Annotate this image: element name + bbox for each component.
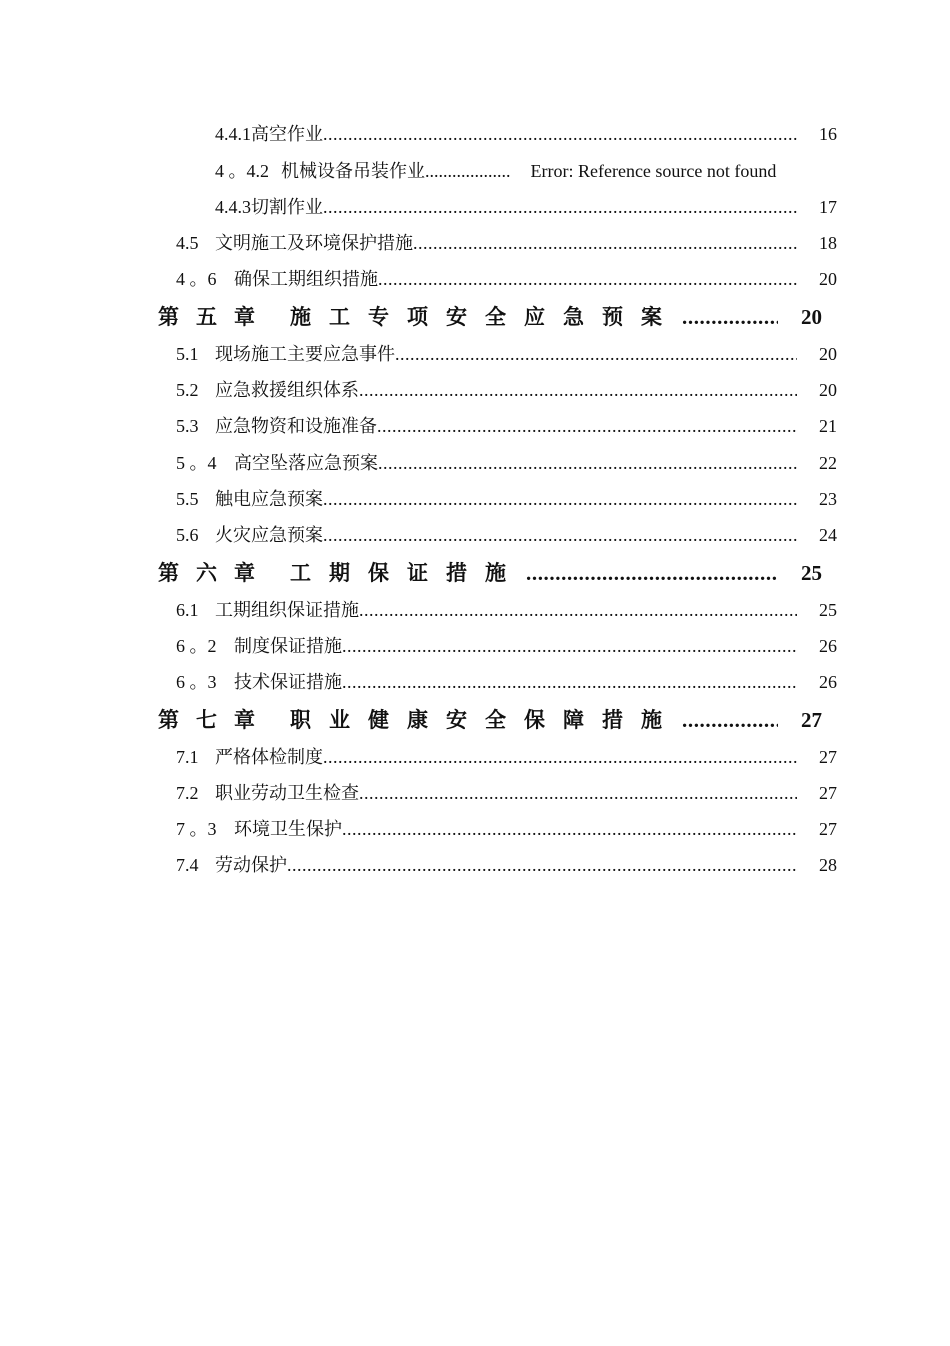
toc-entry-5-5[interactable] bbox=[176, 485, 837, 511]
toc-entry-page: 22 bbox=[819, 453, 837, 473]
toc-entry-7-2[interactable] bbox=[176, 779, 837, 805]
leader-dots bbox=[342, 636, 797, 657]
toc-entry-number: 7 。3 bbox=[176, 819, 217, 839]
toc-entry-number: 4.4.1 bbox=[215, 124, 251, 144]
toc-entry-6-1[interactable] bbox=[176, 596, 837, 622]
toc-entry-title: 应急物资和设施准备 bbox=[215, 416, 377, 436]
leader-dots bbox=[323, 124, 797, 145]
toc-entry-page: 27 bbox=[819, 747, 837, 767]
toc-entry-5-3[interactable] bbox=[176, 412, 837, 438]
toc-entry-page: 26 bbox=[819, 636, 837, 656]
toc-entry-page: 17 bbox=[819, 197, 837, 217]
toc-entry-title: 制度保证措施 bbox=[234, 636, 342, 656]
toc-chapter-7[interactable] bbox=[158, 704, 822, 734]
toc-chapter-6[interactable] bbox=[158, 557, 822, 587]
leader-dots bbox=[342, 819, 797, 840]
leader-dots bbox=[682, 708, 778, 733]
leader-dots bbox=[395, 344, 797, 365]
leader-dots bbox=[359, 600, 797, 621]
toc-entry-title: 工期组织保证措施 bbox=[215, 600, 359, 620]
leader-dots bbox=[413, 233, 797, 254]
toc-entry-page: 20 bbox=[819, 380, 837, 400]
toc-chapter-title: 工期保证措施 bbox=[290, 561, 524, 585]
toc-entry-number: 5.1 bbox=[176, 344, 199, 364]
toc-entry-number: 4 。6 bbox=[176, 269, 217, 289]
toc-entry-5-2[interactable] bbox=[176, 376, 837, 402]
toc-entry-title: 严格体检制度 bbox=[215, 747, 323, 767]
toc-entry-page: 27 bbox=[819, 819, 837, 839]
toc-entry-number: 6.1 bbox=[176, 600, 199, 620]
toc-chapter-5[interactable] bbox=[158, 301, 822, 331]
toc-entry-page: 18 bbox=[819, 233, 837, 253]
toc-chapter-number: 第七章 bbox=[158, 708, 272, 732]
toc-entry-title: 切割作业 bbox=[251, 197, 323, 217]
toc-entry-title: 劳动保护 bbox=[215, 855, 287, 875]
toc-entry-4-6[interactable] bbox=[176, 265, 837, 291]
toc-entry-title: 环境卫生保护 bbox=[234, 819, 342, 839]
leader-dots bbox=[323, 489, 797, 510]
toc-entry-page: 23 bbox=[819, 489, 837, 509]
toc-entry-number: 5.6 bbox=[176, 525, 199, 545]
leader-dots bbox=[682, 305, 778, 330]
toc-entry-6-3[interactable] bbox=[176, 668, 837, 694]
toc-entry-page: 27 bbox=[819, 783, 837, 803]
leader-dots bbox=[378, 269, 797, 290]
toc-entry-4-4-1[interactable] bbox=[215, 120, 837, 146]
toc-entry-4-4-3[interactable] bbox=[215, 193, 837, 219]
toc-entry-title: 机械设备吊装作业 bbox=[281, 161, 425, 181]
toc-chapter-number: 第六章 bbox=[158, 561, 272, 585]
toc-entry-page: 20 bbox=[819, 344, 837, 364]
toc-chapter-page: 25 bbox=[801, 561, 822, 585]
toc-entry-title: 现场施工主要应急事件 bbox=[215, 344, 395, 364]
toc-entry-4-4-2[interactable] bbox=[215, 157, 776, 183]
toc-entry-7-4[interactable] bbox=[176, 851, 837, 877]
toc-chapter-title: 施工专项安全应急预案 bbox=[290, 305, 680, 329]
toc-entry-4-5[interactable] bbox=[176, 229, 837, 255]
toc-entry-title: 职业劳动卫生检查 bbox=[215, 783, 359, 803]
toc-entry-page: 16 bbox=[819, 124, 837, 144]
toc-entry-title: 应急救援组织体系 bbox=[215, 380, 359, 400]
toc-entry-page: 20 bbox=[819, 269, 837, 289]
toc-entry-number: 4.4.3 bbox=[215, 197, 251, 217]
toc-chapter-title: 职业健康安全保障措施 bbox=[290, 708, 680, 732]
leader-dots: ................... bbox=[425, 161, 511, 181]
toc-entry-page: 24 bbox=[819, 525, 837, 545]
leader-dots bbox=[323, 197, 797, 218]
toc-entry-5-1[interactable] bbox=[176, 340, 837, 366]
leader-dots bbox=[323, 747, 797, 768]
toc-entry-page: 26 bbox=[819, 672, 837, 692]
toc-entry-number: 5.5 bbox=[176, 489, 199, 509]
toc-entry-number: 5 。4 bbox=[176, 453, 217, 473]
toc-entry-page: 25 bbox=[819, 600, 837, 620]
toc-chapter-page: 27 bbox=[801, 708, 822, 732]
leader-dots bbox=[377, 416, 797, 437]
toc-entry-number: 6 。3 bbox=[176, 672, 217, 692]
toc-chapter-number: 第五章 bbox=[158, 305, 272, 329]
toc-entry-7-1[interactable] bbox=[176, 743, 837, 769]
toc-entry-title: 火灾应急预案 bbox=[215, 525, 323, 545]
leader-dots bbox=[526, 561, 778, 586]
toc-entry-title: 高空作业 bbox=[251, 124, 323, 144]
leader-dots bbox=[359, 783, 797, 804]
leader-dots bbox=[342, 672, 797, 693]
toc-entry-6-2[interactable] bbox=[176, 632, 837, 658]
toc-entry-number: 5.2 bbox=[176, 380, 199, 400]
leader-dots bbox=[287, 855, 797, 876]
toc-entry-number: 7.1 bbox=[176, 747, 199, 767]
leader-dots bbox=[359, 380, 797, 401]
toc-entry-7-3[interactable] bbox=[176, 815, 837, 841]
toc-entry-title: 文明施工及环境保护措施 bbox=[215, 233, 413, 253]
toc-entry-number: 6 。2 bbox=[176, 636, 217, 656]
toc-entry-page: 28 bbox=[819, 855, 837, 875]
toc-entry-title: 触电应急预案 bbox=[215, 489, 323, 509]
toc-entry-title: 技术保证措施 bbox=[234, 672, 342, 692]
leader-dots bbox=[323, 525, 797, 546]
toc-entry-title: 高空坠落应急预案 bbox=[234, 453, 378, 473]
toc-entry-page-error: Error: Reference source not found bbox=[530, 161, 777, 181]
toc-entry-number: 7.2 bbox=[176, 783, 199, 803]
toc-entry-5-4[interactable] bbox=[176, 449, 837, 475]
toc-entry-number: 5.3 bbox=[176, 416, 199, 436]
toc-entry-page: 21 bbox=[819, 416, 837, 436]
toc-entry-number: 7.4 bbox=[176, 855, 199, 875]
toc-chapter-page: 20 bbox=[801, 305, 822, 329]
toc-entry-number: 4.5 bbox=[176, 233, 199, 253]
leader-dots bbox=[378, 453, 797, 474]
toc-entry-5-6[interactable] bbox=[176, 521, 837, 547]
toc-entry-title: 确保工期组织措施 bbox=[234, 269, 378, 289]
toc-entry-number: 4 。4.2 bbox=[215, 161, 269, 181]
